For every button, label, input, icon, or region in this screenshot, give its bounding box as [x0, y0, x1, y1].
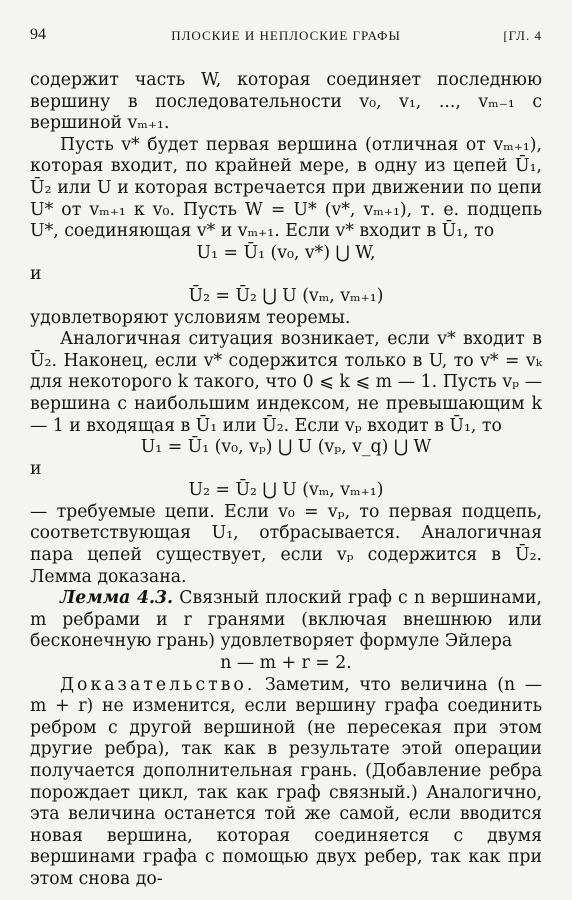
paragraph-4: Аналогичная ситуация возникает, если v* входит в Ū₂. Наконец, если v* содержится только в U, то v* = vₖ для некоторого k такого, что 0 ⩽ k ⩽ m — 1. Пусть vₚ — вершина с наибольшим индексом, не превышающим k — 1 и входящая в Ū₁ или Ū₂. Если vₚ входит в Ū₁, то	[30, 329, 542, 436]
body-text	[30, 70, 542, 891]
running-title: ПЛОСКИЕ И НЕПЛОСКИЕ ГРАФЫ	[171, 28, 401, 43]
proof-text: Заметим, что величина (n — m + r) не изменится, если вершину графа соединить ребром с другой вершиной (не пересекая при этом другие ребра), так как в результате этой операции получается дополнительная грань. (Добавление ребра порождает цикл, так как граф связный.) Аналогично, эта величина останется той же самой, если вводится новая вершина, которая соединяется с двумя вершинами графа с помощью двух ребер, так как при этом снова до-	[30, 674, 542, 889]
lemma-title: Лемма 4.3.	[60, 588, 174, 609]
paragraph-5: — требуемые цепи. Если v₀ = vₚ, то первая подцепь, соответствующая U₁, отбрасывается. Аналогичная пара цепей существует, если vₚ содержится в Ū₂. Лемма доказана.	[30, 501, 542, 587]
paragraph-3: удовлетворяют условиям теоремы.	[30, 307, 351, 328]
conjunction-2: и	[30, 458, 42, 479]
formula-2: Ū₂ = Ū₂ ⋃ U (vₘ, vₘ₊₁)	[188, 285, 384, 306]
euler-formula: n — m + r = 2.	[220, 653, 352, 674]
lemma-paragraph	[30, 588, 542, 653]
proof-label: Доказательство.	[60, 674, 256, 695]
formula-1: U₁ = Ū₁ (v₀, v*) ⋃ W,	[196, 242, 376, 263]
formula-3: U₁ = Ū₁ (v₀, vₚ) ⋃ U (vₚ, v_q) ⋃ W	[140, 437, 432, 458]
running-header	[30, 26, 542, 48]
paragraph-2: Пусть v* будет первая вершина (отличная от vₘ₊₁), которая входит, по крайней мере, в одну из цепей Ū₁, Ū₂ или U и которая встречается при движении по цепи U* от vₘ₊₁ к v₀. Пусть W = U* (v*, vₘ₊₁), т. е. подцепь U*, соединяющая v* и vₘ₊₁. Если v* входит в Ū₁, то	[30, 134, 542, 242]
paragraph-1: содержит часть W, которая соединяет последнюю вершину в последовательности v₀, v₁, ..., vₘ₋₁ с вершиной vₘ₊₁.	[30, 70, 542, 134]
conjunction-1: и	[30, 264, 42, 285]
chapter-label: [ГЛ. 4	[503, 28, 542, 43]
proof-paragraph	[30, 675, 542, 891]
page-number: 94	[30, 26, 46, 43]
formula-4: U₂ = Ū₂ ⋃ U (vₘ, vₘ₊₁)	[188, 480, 384, 501]
lemma-text: Связный плоский граф с n вершинами, m ребрами и r гранями (включая внешнюю или бесконечную грань) удовлетворяет формуле Эйлера	[30, 588, 542, 652]
